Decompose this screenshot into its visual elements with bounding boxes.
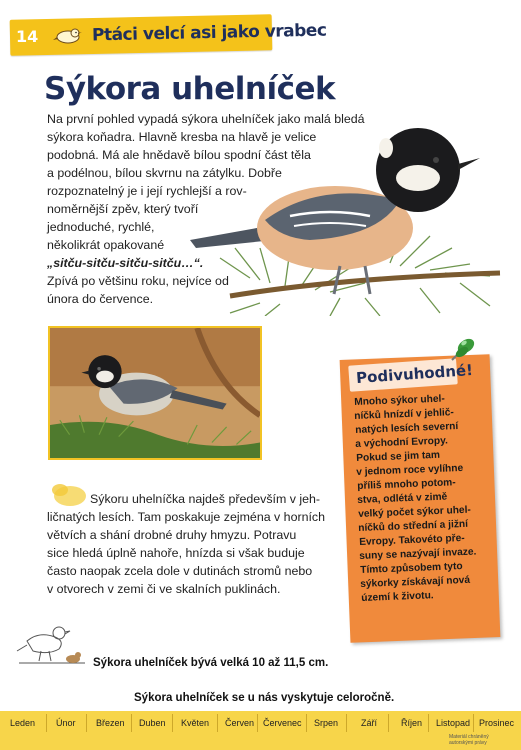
copyright-line: autorskými právy <box>449 740 487 746</box>
fact-box-line: sýkorky získávají nová <box>360 574 471 590</box>
month-divider <box>257 714 258 732</box>
month-label: Prosinec <box>479 718 515 728</box>
month-divider <box>388 714 389 732</box>
intro-line: podobná. Má ale hnědavě bílou spodní část těla <box>47 148 311 162</box>
habitat-line: ličnatých lesích. Tam poskakuje zejména v horních <box>47 510 326 524</box>
month-label: Květen <box>181 718 210 728</box>
header-title: Ptáci velcí asi jako vrabec <box>91 20 327 46</box>
month-divider <box>306 714 307 732</box>
month-divider <box>217 714 218 732</box>
month-label: Duben <box>139 718 166 728</box>
bird-sketch-icon <box>15 615 87 667</box>
fact-box-line: Pokud se jim tam <box>356 449 441 464</box>
month-label: Červenec <box>263 718 302 728</box>
month-divider <box>346 714 347 732</box>
fact-box-line: Tímto způsobem tyto <box>360 561 463 576</box>
month-label: Říjen <box>401 718 423 728</box>
yellow-smudge-icon <box>48 476 88 510</box>
coal-tit-photo <box>48 326 262 460</box>
fact-box-line: suny se nazývají invaze. <box>359 546 477 562</box>
intro-line: sýkora koňadra. Hlavně kresba na hlavě je velice <box>47 130 317 144</box>
habitat-line: často naopak zcela dole v dutinách stromů nebo <box>47 564 313 578</box>
intro-line: Na první pohled vypadá sýkora uhelníček jako malá bledá <box>47 112 365 126</box>
fact-box-line: Evropy. Takovéto pře- <box>359 532 465 548</box>
fact-box-line: stva, odlétá v zimě <box>357 491 448 506</box>
occurrence-info: Sýkora uhelníček se u nás vyskytuje celoročně. <box>134 692 395 704</box>
coal-tit-illustration <box>190 108 510 316</box>
fact-box-line: Mnoho sýkor uhel- <box>354 393 445 408</box>
habitat-line: v otvorech v zemi či ve skalních puklinách. <box>47 582 281 596</box>
habitat-line: sice hledá úplně nahoře, hnízda si však buduje <box>47 546 305 560</box>
fact-box-line: příliš mnoho potom- <box>357 477 456 492</box>
month-label: Září <box>361 718 378 728</box>
page-number: 14 <box>16 27 39 46</box>
fact-box-title: Podivuhodné! <box>355 360 474 388</box>
fact-box-line: níčků hnízdí v jehlič- <box>354 407 455 422</box>
pushpin-icon <box>444 332 478 372</box>
bird-head-icon <box>52 25 82 45</box>
month-label: Leden <box>10 718 36 728</box>
month-divider <box>473 714 474 732</box>
habitat-line: větvích a shání drobné druhy hmyzu. Potravu <box>47 528 297 542</box>
intro-line: a podélnou, bílou skvrnu na zátylku. Dobře <box>47 166 282 180</box>
intro-line: Zpívá po většinu roku, nejvíce od <box>47 274 229 288</box>
intro-line: jednoduché, rychlé, <box>47 220 155 234</box>
month-divider <box>131 714 132 732</box>
months-bar <box>0 711 521 750</box>
fact-box-line: a východní Evropy. <box>355 435 449 450</box>
intro-line: několikrát opakované <box>47 238 165 252</box>
month-label: Březen <box>96 718 125 728</box>
month-divider <box>46 714 47 732</box>
intro-line: února do července. <box>47 292 154 306</box>
fact-box-line: níčků do střední a jižní <box>358 518 469 534</box>
month-label: Únor <box>56 718 76 728</box>
month-label: Červen <box>225 718 255 728</box>
fact-box-line: území k životu. <box>361 590 434 604</box>
month-divider <box>428 714 429 732</box>
song-call: „sitču-sitču-sitču-sitču…“. <box>47 256 204 270</box>
fact-box-line: v jednom roce vylíhne <box>356 462 464 478</box>
copyright-line: Materiál chráněný <box>449 734 489 740</box>
copyright-note <box>449 734 489 746</box>
fact-box-line: natých lesích severní <box>355 421 459 436</box>
page-title: Sýkora uhelníček <box>44 71 336 107</box>
month-divider <box>172 714 173 732</box>
month-label: Listopad <box>436 718 471 728</box>
month-divider <box>86 714 87 732</box>
fact-box-line: velký počet sýkor uhel- <box>358 504 472 520</box>
intro-line: noměrnější zpěv, který tvoří <box>47 202 199 216</box>
month-label: Srpen <box>314 718 339 728</box>
habitat-line: Sýkoru uhelníčka najdeš především v jeh- <box>90 492 321 506</box>
intro-line: rozpoznatelný je i její rychlejší a rov- <box>47 184 247 198</box>
size-info: Sýkora uhelníček bývá velká 10 až 11,5 cm. <box>93 657 329 669</box>
